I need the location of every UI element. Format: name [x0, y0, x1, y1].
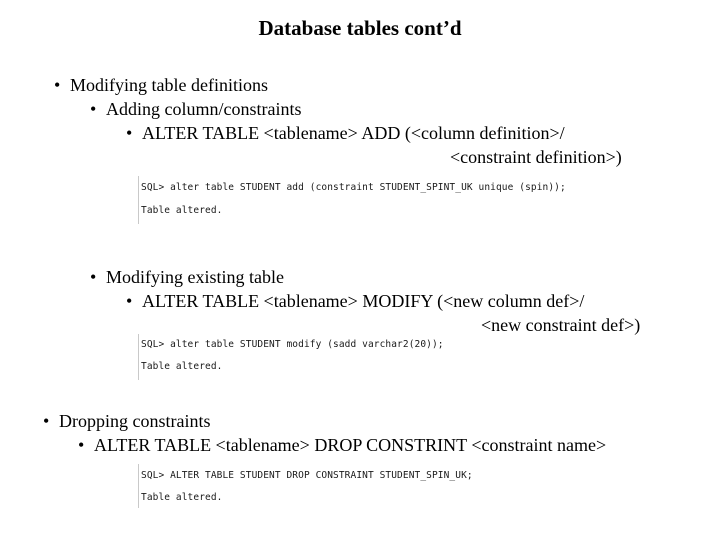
- sql-result-line: Table altered.: [141, 205, 223, 216]
- bullet-alter-modify-syntax: [126, 290, 584, 312]
- sql-screenshot-drop: [138, 464, 499, 508]
- bullet-text: Dropping constraints: [59, 411, 211, 431]
- bullet-marker: •: [54, 75, 61, 95]
- bullet-text: ALTER TABLE <tablename> DROP CONSTRINT <constraint name>: [94, 435, 607, 455]
- sql-command-line: SQL> alter table STUDENT add (constraint STUDENT_SPINT_UK unique (spin));: [141, 182, 566, 193]
- sql-command-line: SQL> alter table STUDENT modify (sadd varchar2(20));: [141, 339, 444, 350]
- sql-result-line: Table altered.: [141, 492, 223, 503]
- bullet-modifying-table-definitions: [54, 74, 268, 96]
- bullet-alter-add-syntax: [126, 122, 565, 144]
- sql-screenshot-add: [138, 176, 599, 224]
- bullet-text: Modifying table definitions: [70, 75, 268, 95]
- bullet-alter-drop-syntax: [78, 434, 606, 456]
- slide-title: Database tables cont’d: [258, 16, 462, 40]
- bullet-dropping-constraints: [43, 410, 210, 432]
- bullet-text: Adding column/constraints: [106, 99, 302, 119]
- sql-command-line: SQL> ALTER TABLE STUDENT DROP CONSTRAINT STUDENT_SPIN_UK;: [141, 470, 473, 481]
- bullet-marker: •: [126, 123, 133, 143]
- bullet-text: Modifying existing table: [106, 267, 284, 287]
- bullet-text: ALTER TABLE <tablename> MODIFY (<new column def>/: [142, 291, 585, 311]
- bullet-marker: •: [90, 267, 97, 287]
- bullet-modifying-existing-table: [90, 266, 284, 288]
- sql-result-line: Table altered.: [141, 361, 223, 372]
- bullet-marker: •: [90, 99, 97, 119]
- bullet-marker: •: [78, 435, 85, 455]
- alter-modify-syntax-continuation: <new constraint def>): [481, 315, 641, 335]
- bullet-marker: •: [43, 411, 50, 431]
- bullet-marker: •: [126, 291, 133, 311]
- sql-screenshot-modify: [138, 334, 479, 380]
- bullet-text: ALTER TABLE <tablename> ADD (<column definition>/: [142, 123, 565, 143]
- alter-add-syntax-continuation: <constraint definition>): [450, 147, 622, 167]
- bullet-adding-column-constraints: [90, 98, 301, 120]
